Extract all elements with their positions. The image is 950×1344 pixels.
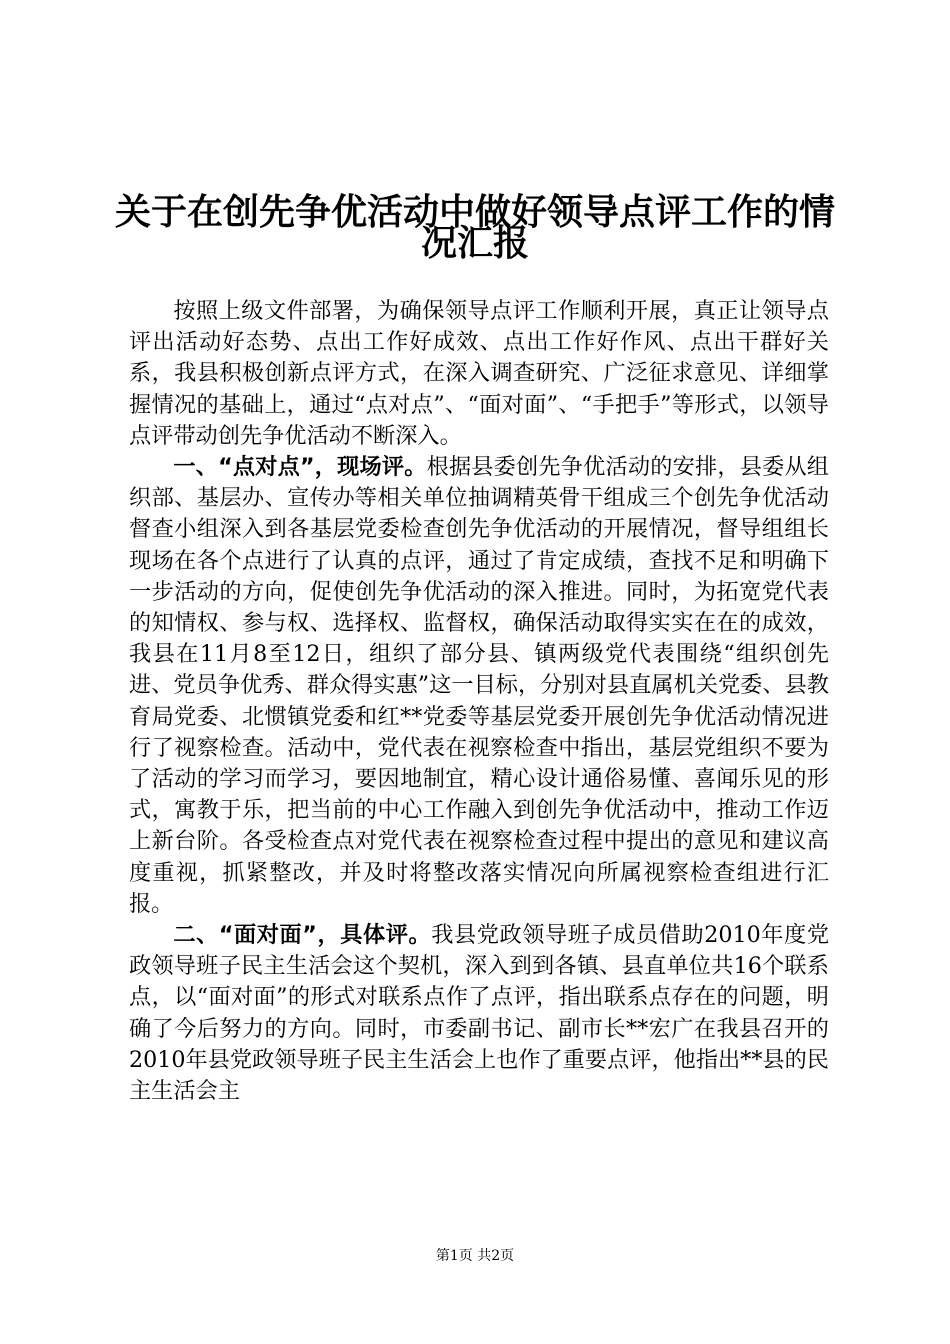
- page-footer: 第1页 共2页: [435, 1248, 515, 1264]
- document-title-line-1: 关于在创先争优活动中做好领导点评工作的情: [114, 192, 835, 233]
- paragraph-section-1: [129, 452, 829, 920]
- document-body: [129, 296, 829, 1107]
- section-heading: 二、“面对面”，具体评。: [173, 922, 432, 949]
- section-heading: 一、“点对点”，现场评。: [173, 454, 427, 481]
- paragraph-text: 按照上级文件部署，为确保领导点评工作顺利开展，真正让领导点评出活动好态势、点出工作好成效、点出工作好作风、点出干群好关系，我县积极创新点评方式，在深入调查研究、广泛征求意见、详细掌握情况的基础上，通过“点对点”、“面对面”、“手把手”等形式，以领导点评带动创先争优活动不断深入。: [129, 298, 829, 449]
- paragraph-intro: [129, 296, 829, 452]
- paragraph-section-2: [129, 920, 829, 1107]
- paragraph-text: 我县党政领导班子成员借助2010年度党政领导班子民主生活会这个契机，深入到到各镇、县直单位共16个联系点，以“面对面”的形式对联系点作了点评，指出联系点存在的问题，明确了今后努力的方向。同时，市委副书记、副市长**宏广在我县召开的2010年县党政领导班子民主生活会上也作了重要点评，他指出**县的民主生活会主: [129, 922, 830, 1105]
- paragraph-text: 根据县委创先争优活动的安排，县委从组织部、基层办、宣传办等相关单位抽调精英骨干组成三个创先争优活动督查小组深入到各基层党委检查创先争优活动的开展情况，督导组组长现场在各个点进行了认真的点评，通过了肯定成绩，查找不足和明确下一步活动的方向，促使创先争优活动的深入推进。同时，为拓宽党代表的知情权、参与权、选择权、监督权，确保活动取得实实在在的成效，我县在11月8至12日，组织了部分县、镇两级党代表围绕“组织创先进、党员争优秀、群众得实惠”这一目标，分别对县直属机关党委、县教育局党委、北惯镇党委和红**党委等基层党委开展创先争优活动情况进行了视察检查。活动中，党代表在视察检查中指出，基层党组织不要为了活动的学习而学习，要因地制宜，精心设计通俗易懂、喜闻乐见的形式，寓教于乐，把当前的中心工作融入到创先争优活动中，推动工作迈上新台阶。各受检查点对党代表在视察检查过程中提出的意见和建议高度重视，抓紧整改，并及时将整改落实情况向所属视察检查组进行汇报。: [129, 454, 829, 917]
- document-title-line-2: 况汇报: [420, 223, 529, 264]
